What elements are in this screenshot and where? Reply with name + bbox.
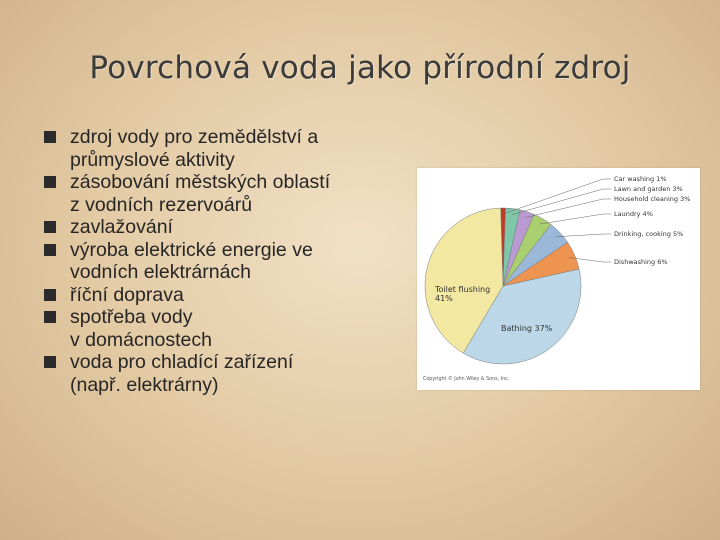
leader-line (540, 214, 611, 224)
bullet-item (44, 171, 404, 216)
bullet-text: říční doprava (70, 283, 184, 306)
bullet-item (44, 306, 404, 351)
square-bullet-icon (44, 221, 56, 233)
toilet-label-line1: Toilet flushing (435, 285, 491, 294)
bullet-text: v domácnostech (70, 328, 212, 351)
bullet-text: vodních elektrárnách (70, 261, 252, 283)
square-bullet-icon (44, 244, 56, 256)
pie-chart (417, 168, 700, 390)
bullet-text: z vodních rezervoárů (70, 193, 253, 216)
bullet-item (44, 351, 404, 396)
square-bullet-icon (44, 289, 56, 301)
leader-line (556, 234, 611, 237)
slice-label: Dishwashing 6% (614, 258, 668, 266)
bullet-text: (např. elektrárny) (70, 373, 219, 396)
bathing-label: Bathing 37% (501, 324, 553, 333)
leader-line (503, 179, 611, 214)
square-bullet-icon (44, 311, 56, 323)
bullet-text: zavlažování (70, 216, 173, 238)
bullet-item (44, 216, 404, 239)
copyright-text: Copyright © John Wiley & Sons, Inc. (423, 377, 510, 382)
pie-chart-figure (417, 168, 700, 390)
bullet-item (44, 284, 404, 307)
slice-label: Car washing 1% (614, 175, 667, 183)
bullet-item (44, 126, 404, 171)
bullet-text: voda pro chladící zařízení (70, 351, 294, 373)
bullet-text: spotřeba vody (70, 306, 193, 328)
toilet-label-line2: 41% (435, 294, 453, 303)
slice-label: Drinking, cooking 5% (614, 230, 684, 238)
bullet-text: zásobování městských oblastí (70, 171, 331, 193)
leader-line (512, 189, 611, 215)
square-bullet-icon (44, 176, 56, 188)
bullet-text: zdroj vody pro zemědělství a (70, 126, 319, 148)
bullet-text: výroba elektrické energie ve (70, 238, 313, 261)
slice-label: Household cleaning 3% (614, 195, 691, 203)
bullet-item (44, 239, 404, 284)
slide-title: Povrchová voda jako přírodní zdroj (89, 50, 631, 86)
slice-label: Lawn and garden 3% (614, 185, 683, 193)
square-bullet-icon (44, 131, 56, 143)
slice-label: Laundry 4% (614, 210, 653, 218)
bullet-list (44, 126, 404, 396)
square-bullet-icon (44, 356, 56, 368)
bullet-text: průmyslové aktivity (70, 148, 235, 171)
